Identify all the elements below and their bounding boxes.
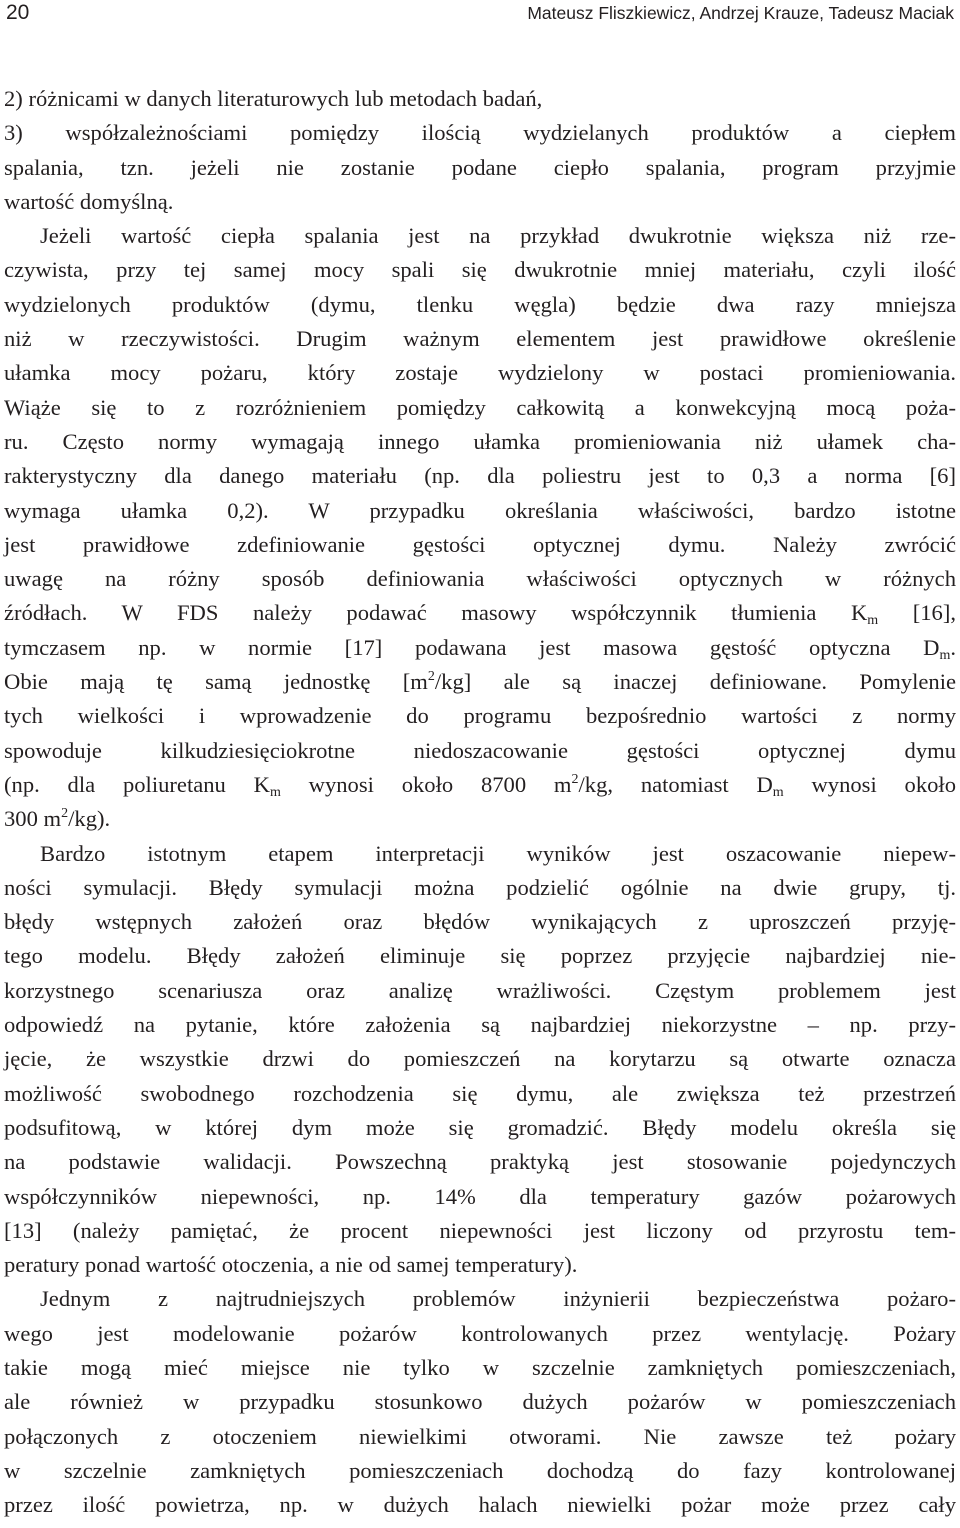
text-line: wartość domyślną. <box>4 188 174 214</box>
text-line: rakterystyczny dla danego materiału (np. dla poliestru jest to 0,3 a norma [6] <box>4 463 956 489</box>
superscript-2: 2 <box>427 669 435 685</box>
text-line: błędy wstępnych założeń oraz błędów wynikających z uproszczeń przyję- <box>4 909 956 935</box>
page-number: 20 <box>6 1 30 24</box>
text-line: uwagę na różny sposób definiowania właściwości optycznych w różnych <box>4 566 956 592</box>
text-line: w szczelnie zamkniętych pomieszczeniach dochodzą do fazy kontrolowanej <box>4 1457 956 1483</box>
text-line: takie mogą mieć miejsce nie tylko w szczelnie zamkniętych pomieszczeniach, <box>4 1354 956 1380</box>
running-head-authors: Mateusz Fliszkiewicz, Andrzej Krauze, Tadeusz Maciak <box>527 3 954 23</box>
text-line: (np. dla poliuretanu $K_m$ wynosi około 8700 $m^2/kg$, natomiast $D_m$ wynosi około <box>4 771 956 800</box>
text-line: wydzielonych produktów (dymu, tlenku węgla) będzie dwa razy mniejsza <box>4 291 956 317</box>
paragraph-start: Bardzo istotnym etapem interpretacji wyników jest oszacowanie niepew- <box>40 840 956 866</box>
text-line: peratury ponad wartość otoczenia, a nie od samej temperatury). <box>4 1252 578 1278</box>
text-line: połączonych z otoczeniem niewielkimi otworami. Nie zawsze też pożary <box>4 1423 956 1449</box>
superscript-2: 2 <box>61 806 69 822</box>
text-line: źródłach. W FDS należy podawać masowy współczynnik tłumienia $K_m$ [16], <box>4 600 956 629</box>
subscript-m: m <box>269 784 281 800</box>
text-line: możliwość swobodnego rozchodzenia się dymu, ale zwiększa też przestrzeń <box>4 1080 956 1106</box>
text-line: Obie mają tę samą jednostkę $[m^2/kg]$ ale są inaczej definiowane. Pomylenie <box>4 669 956 695</box>
text-line: spowoduje kilkudziesięciokrotne niedoszacowanie gęstości optycznej dymu <box>4 737 956 763</box>
subscript-m: m <box>867 613 879 629</box>
paragraph-start: Jednym z najtrudniejszych problemów inżynierii bezpieczeństwa pożaro- <box>40 1286 956 1312</box>
page-header <box>0 0 960 30</box>
list-item: 2) różnicami w danych literaturowych lub metodach badań, <box>4 86 543 111</box>
text-line: czywista, przy tej samej mocy spali się dwukrotnie mniej materiału, czyli ilość <box>4 257 956 283</box>
text-line: ale również w przypadku stosunkowo dużych pożarów w pomieszczeniach <box>4 1389 956 1415</box>
superscript-2: 2 <box>571 771 579 787</box>
text-line: jęcie, że wszystkie drzwi do pomieszczeń na korytarzu są otwarte oznacza <box>4 1046 956 1072</box>
text-line: [13] (należy pamiętać, że procent niepewności jest liczony od przyrostu tem- <box>4 1217 956 1243</box>
text-line: ru. Często normy wymagają innego ułamka promieniowania niż ułamek cha- <box>4 428 956 454</box>
text-line: odpowiedź na pytanie, które założenia są najbardziej niekorzystne – np. przy- <box>4 1012 956 1038</box>
text-line: jest prawidłowe zdefiniowanie gęstości optycznej dymu. Należy zwrócić <box>4 531 956 557</box>
text-line: tych wielkości i wprowadzenie do programu bezpośrednio wartości z normy <box>4 703 956 729</box>
subscript-m: m <box>939 647 951 663</box>
text-line: Wiąże się to z rozróżnieniem pomiędzy całkowitą a konwekcyjną mocą poża- <box>4 394 956 420</box>
text-line: tymczasem np. w normie [17] podawana jest masowa gęstość optyczna $D_m$. <box>4 634 956 663</box>
text-line: spalania, tzn. jeżeli nie zostanie podane ciepło spalania, program przyjmie <box>4 154 956 180</box>
paragraph-start: Jeżeli wartość ciepła spalania jest na przykład dwukrotnie większa niż rze- <box>40 223 956 249</box>
body-text <box>4 82 956 1522</box>
subscript-m: m <box>772 784 784 800</box>
text-line: ności symulacji. Błędy symulacji można podzielić ogólnie na dwie grupy, tj. <box>4 874 956 900</box>
list-item: 3) współzależnościami pomiędzy ilością wydzielanych produktów a ciepłem <box>4 120 956 146</box>
text-line: ułamka mocy pożaru, który zostaje wydzielony w postaci promieniowania. <box>4 360 956 386</box>
text-line: podsufitową, w której dym może się gromadzić. Błędy modelu określa się <box>4 1114 956 1140</box>
text-line: na podstawie walidacji. Powszechną praktyką jest stosowanie pojedynczych <box>4 1149 956 1175</box>
text-line: przez ilość powietrza, np. w dużych halach niewielki pożar może przez cały <box>4 1492 956 1518</box>
text-line: współczynników niepewności, np. 14% dla temperatury gazów pożarowych <box>4 1183 956 1209</box>
text-line: korzystnego scenariusza oraz analizę wrażliwości. Częstym problemem jest <box>4 977 956 1003</box>
text-line: 300 $m^2/kg$). <box>4 806 111 832</box>
text-line: wego jest modelowanie pożarów kontrolowanych przez wentylację. Pożary <box>4 1320 956 1346</box>
text-line: wymaga ułamka 0,2). W przypadku określania właściwości, bardzo istotne <box>4 497 956 523</box>
text-line: tego modelu. Błędy założeń eliminuje się poprzez przyjęcie najbardziej nie- <box>4 943 956 969</box>
text-line: niż w rzeczywistości. Drugim ważnym elementem jest prawidłowe określenie <box>4 326 956 352</box>
